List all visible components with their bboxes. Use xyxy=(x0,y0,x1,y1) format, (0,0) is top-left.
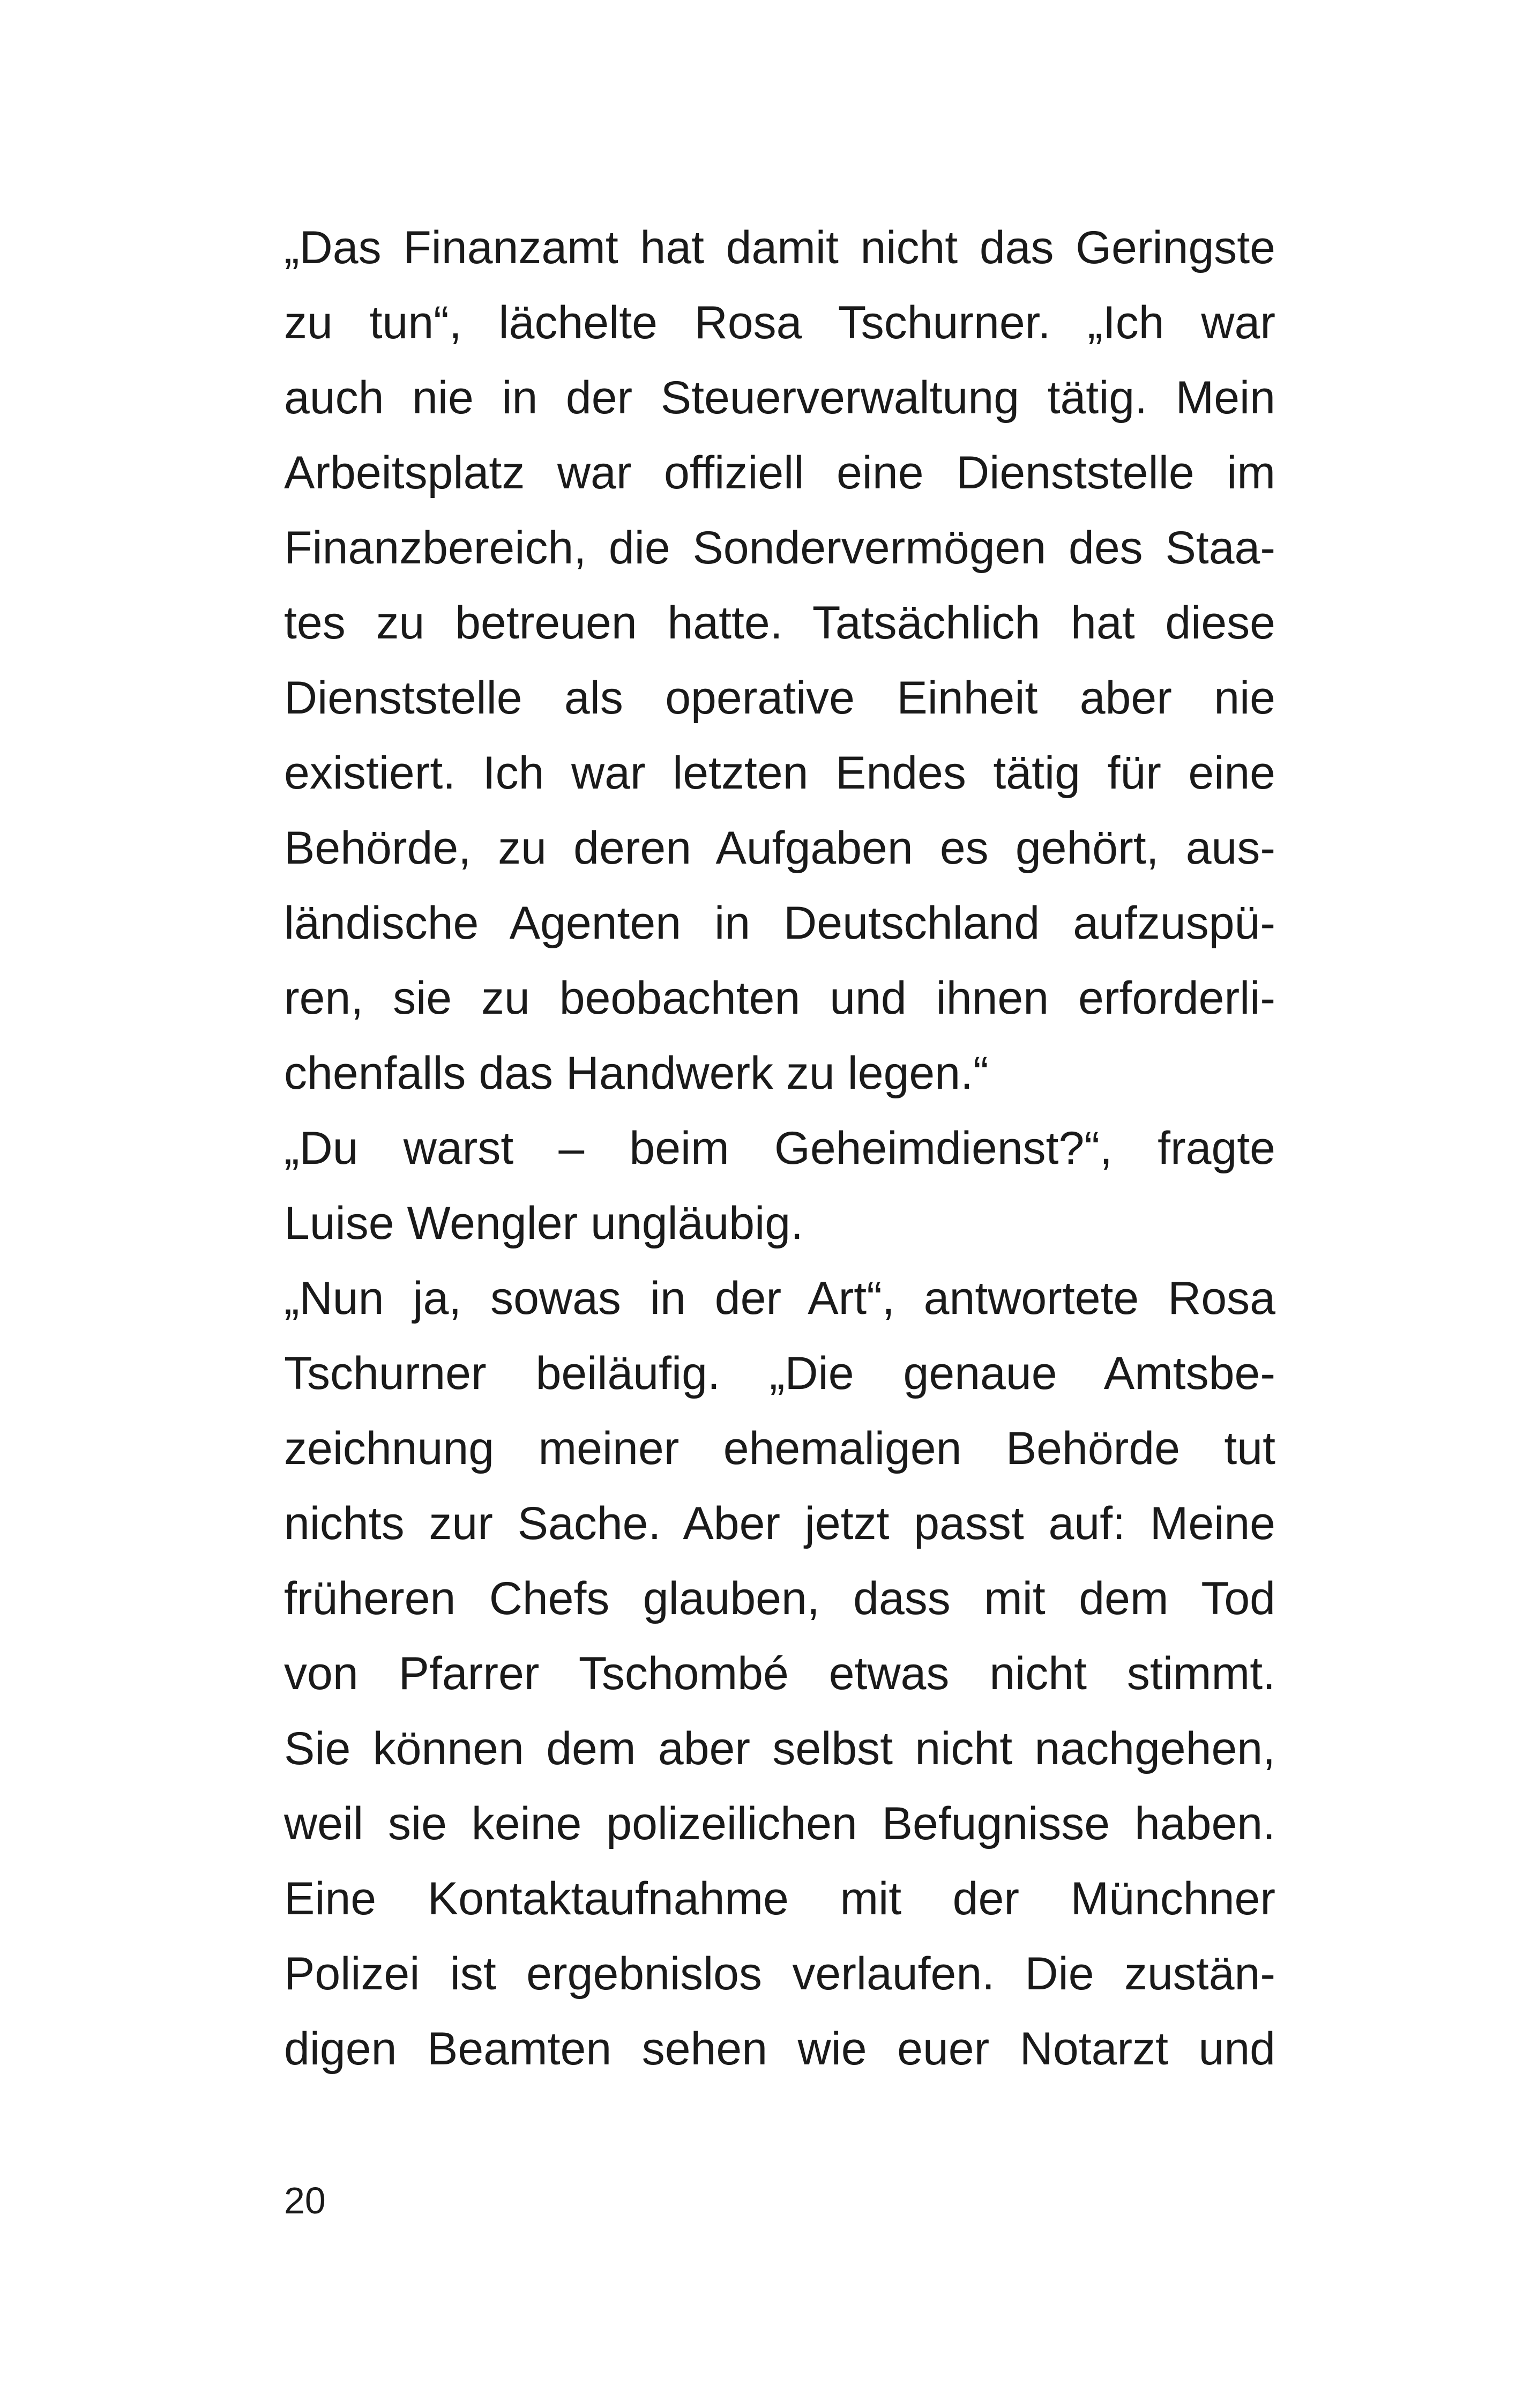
page-number: 20 xyxy=(284,2180,326,2221)
text-line: Dienststelle als operative Einheit aber nie xyxy=(284,672,1275,724)
text-line: Arbeitsplatz war offiziell eine Dienststelle im xyxy=(284,447,1275,499)
text-line: Luise Wengler ungläubig. xyxy=(284,1198,803,1249)
text-line: Behörde, zu deren Aufgaben es gehört, aus- xyxy=(284,822,1275,874)
text-line: „Das Finanzamt hat damit nicht das Geringste xyxy=(284,222,1275,273)
text-line: ländische Agenten in Deutschland aufzuspü- xyxy=(284,897,1275,949)
text-line: existiert. Ich war letzten Endes tätig für eine xyxy=(284,747,1275,799)
text-line: zu tun“, lächelte Rosa Tschurner. „Ich war xyxy=(284,297,1275,348)
text-line: früheren Chefs glauben, dass mit dem Tod xyxy=(284,1573,1275,1624)
text-line: Finanzbereich, die Sondervermögen des Staa- xyxy=(284,522,1275,574)
text-line: Polizei ist ergebnislos verlaufen. Die zustän- xyxy=(284,1948,1275,2000)
text-line: „Du warst – beim Geheimdienst?“, fragte xyxy=(284,1123,1275,1174)
text-line: Tschurner beiläufig. „Die genaue Amtsbe- xyxy=(284,1348,1275,1399)
text-line: „Nun ja, sowas in der Art“, antwortete Rosa xyxy=(284,1273,1275,1324)
text-line: zeichnung meiner ehemaligen Behörde tut xyxy=(284,1423,1275,1474)
text-line: Sie können dem aber selbst nicht nachgehen, xyxy=(284,1723,1275,1774)
text-line: von Pfarrer Tschombé etwas nicht stimmt. xyxy=(284,1648,1275,1699)
body-text xyxy=(284,210,1275,2086)
text-line: auch nie in der Steuerverwaltung tätig. Mein xyxy=(284,372,1275,423)
text-line: nichts zur Sache. Aber jetzt passt auf: Meine xyxy=(284,1498,1275,1549)
text-line: weil sie keine polizeilichen Befugnisse haben. xyxy=(284,1798,1275,1849)
text-line: Eine Kontaktaufnahme mit der Münchner xyxy=(284,1873,1275,1924)
text-line: tes zu betreuen hatte. Tatsächlich hat diese xyxy=(284,597,1275,649)
text-line: ren, sie zu beobachten und ihnen erforderli- xyxy=(284,972,1275,1024)
text-line: chenfalls das Handwerk zu legen.“ xyxy=(284,1047,989,1099)
text-line: digen Beamten sehen wie euer Notarzt und xyxy=(284,2023,1275,2075)
